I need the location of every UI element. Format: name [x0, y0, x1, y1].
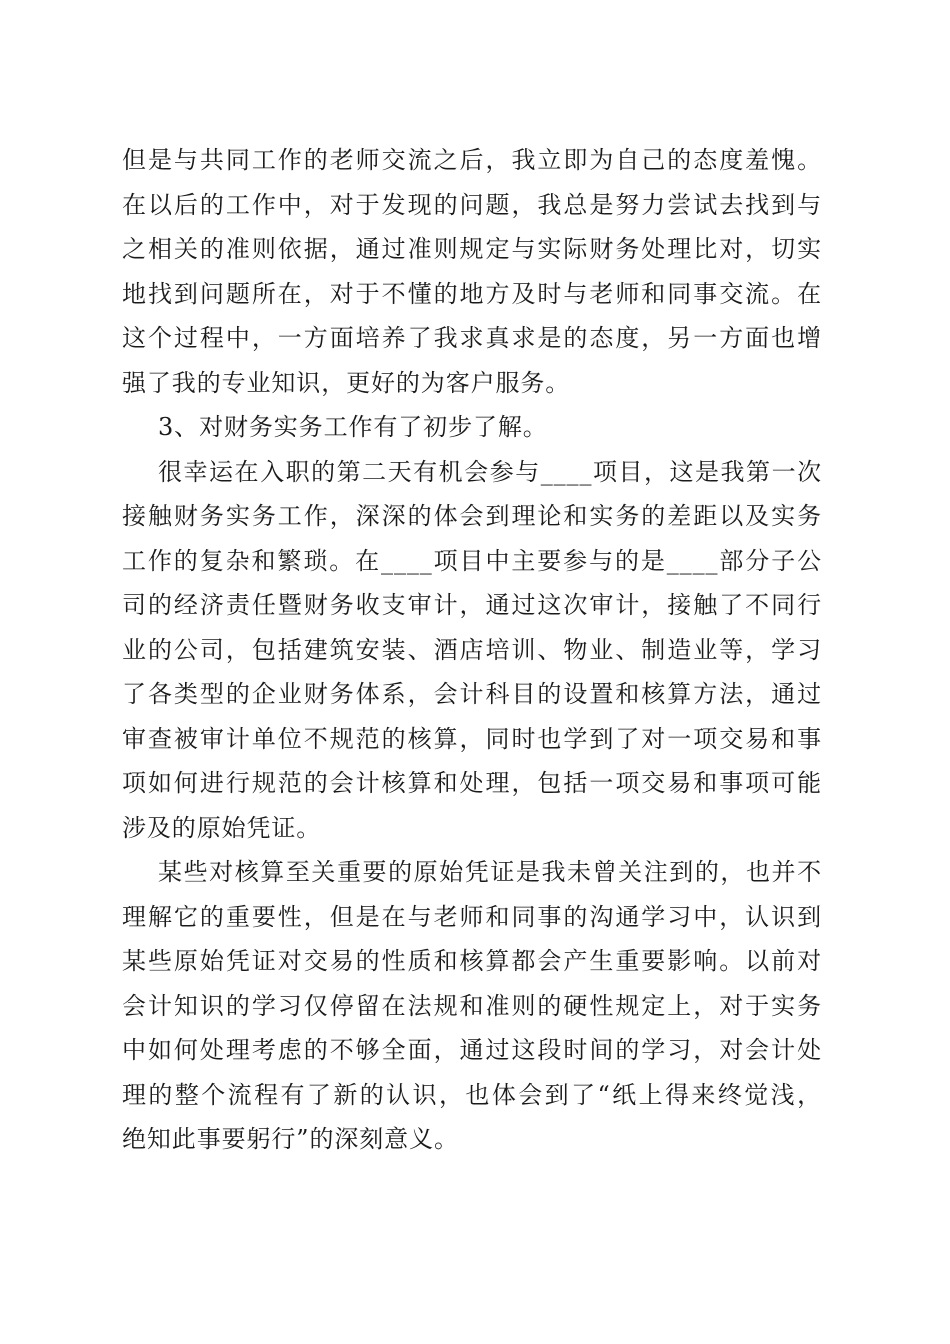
paragraph-line: 很幸运在入职的第二天有机会参与____项目，这是我第一次 — [158, 457, 822, 486]
paragraph-line: 中如何处理考虑的不够全面，通过这段时间的学习，对会计处 — [122, 1036, 822, 1064]
paragraph-line: 项如何进行规范的会计核算和处理，包括一项交易和事项可能 — [122, 769, 822, 797]
paragraph-1 — [122, 138, 822, 405]
paragraph-3 — [122, 850, 822, 1162]
paragraph-line: 接触财务实务工作，深深的体会到理论和实务的差距以及实务 — [122, 502, 822, 530]
section-heading-line: 3、对财务实务工作有了初步了解。 — [158, 413, 548, 441]
paragraph-line: 工作的复杂和繁琐。在____项目中主要参与的是____部分子公 — [122, 546, 822, 575]
paragraph-2 — [122, 450, 822, 851]
paragraph-line: 在以后的工作中，对于发现的问题，我总是努力尝试去找到与 — [122, 190, 822, 219]
paragraph-line: 绝知此事要躬行”的深刻意义。 — [122, 1125, 459, 1153]
paragraph-line: 理的整个流程有了新的认识，也体会到了“纸上得来终觉浅， — [122, 1080, 822, 1109]
paragraph-line: 某些原始凭证对交易的性质和核算都会产生重要影响。以前对 — [122, 947, 822, 975]
paragraph-line: 会计知识的学习仅停留在法规和准则的硬性规定上，对于实务 — [122, 991, 822, 1020]
paragraph-line: 了各类型的企业财务体系，会计科目的设置和核算方法，通过 — [122, 680, 822, 708]
paragraph-line: 强了我的专业知识，更好的为客户服务。 — [122, 368, 571, 397]
document-body — [122, 138, 822, 1162]
paragraph-line: 涉及的原始凭证。 — [122, 813, 322, 842]
paragraph-line: 某些对核算至关重要的原始凭证是我未曾关注到的，也并不 — [158, 858, 822, 886]
paragraph-line: 地找到问题所在，对于不懂的地方及时与老师和同事交流。在 — [122, 279, 822, 308]
paragraph-line: 这个过程中，一方面培养了我求真求是的态度，另一方面也增 — [122, 324, 822, 352]
paragraph-line: 但是与共同工作的老师交流之后，我立即为自己的态度羞愧。 — [122, 146, 822, 174]
paragraph-line: 业的公司，包括建筑安装、酒店培训、物业、制造业等，学习 — [122, 635, 822, 664]
paragraph-line: 理解它的重要性，但是在与老师和同事的沟通学习中，认识到 — [122, 902, 822, 931]
paragraph-line: 司的经济责任暨财务收支审计，通过这次审计，接触了不同行 — [122, 591, 822, 619]
paragraph-line: 之相关的准则依据，通过准则规定与实际财务处理比对，切实 — [122, 235, 822, 263]
paragraph-line: 审查被审计单位不规范的核算，同时也学到了对一项交易和事 — [122, 724, 822, 753]
section-heading-3 — [122, 405, 822, 450]
